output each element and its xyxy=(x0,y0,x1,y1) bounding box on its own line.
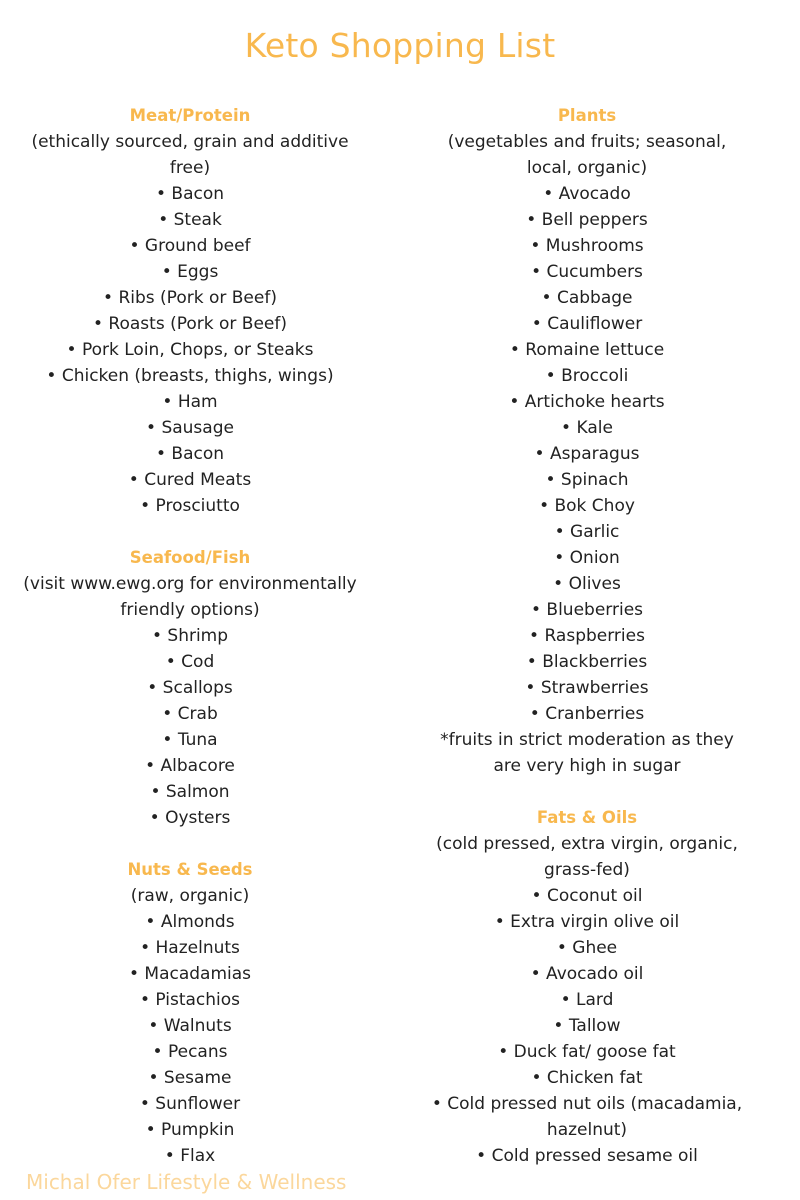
list-item: • Sesame xyxy=(148,1068,232,1088)
list-item: • Scallops xyxy=(147,678,233,698)
section-nuts-seeds xyxy=(16,857,364,1169)
list-item: • Extra virgin olive oil xyxy=(494,912,680,932)
section-heading: Meat/Protein xyxy=(129,106,251,125)
list-item: • Pumpkin xyxy=(145,1120,235,1140)
list-item: • Cranberries xyxy=(529,704,645,724)
list-item: • Bell peppers xyxy=(526,210,648,230)
list-item: • Salmon xyxy=(150,782,230,802)
list-item: • Chicken (breasts, thighs, wings) xyxy=(46,366,334,386)
section-heading: Fats & Oils xyxy=(536,808,638,827)
right-column xyxy=(424,103,750,1169)
list-item: • Bok Choy xyxy=(539,496,635,516)
list-item: • Shrimp xyxy=(151,626,229,646)
list-item: • Coconut oil xyxy=(531,886,643,906)
list-item: • Asparagus xyxy=(534,444,640,464)
list-item: • Steak xyxy=(158,210,222,230)
list-item: • Tuna xyxy=(162,730,218,750)
list-item: • Walnuts xyxy=(148,1016,232,1036)
list-item: • Cold pressed sesame oil xyxy=(476,1146,698,1166)
list-item: • Oysters xyxy=(149,808,231,828)
list-item: • Onion xyxy=(554,548,620,568)
section-seafood-fish xyxy=(16,545,364,831)
section-note: (ethically sourced, grain and additive free) xyxy=(31,132,349,178)
list-item: • Strawberries xyxy=(525,678,649,698)
list-item: • Flax xyxy=(164,1146,216,1166)
footer-brand: Michal Ofer Lifestyle & Wellness xyxy=(26,1170,347,1194)
list-item: • Bacon xyxy=(155,444,225,464)
list-item: • Sausage xyxy=(146,418,234,438)
list-item: • Macadamias xyxy=(128,964,252,984)
left-column xyxy=(16,103,364,1169)
list-item: • Olives xyxy=(553,574,621,594)
list-item: • Artichoke hearts xyxy=(509,392,665,412)
list-item: • Avocado oil xyxy=(530,964,644,984)
list-item: • Hazelnuts xyxy=(140,938,240,958)
list-item: • Ribs (Pork or Beef) xyxy=(103,288,277,308)
list-item: • Cured Meats xyxy=(128,470,252,490)
list-item: • Tallow xyxy=(553,1016,621,1036)
section-heading: Seafood/Fish xyxy=(129,548,251,567)
list-item: • Sunflower xyxy=(139,1094,241,1114)
list-item: • Cauliflower xyxy=(531,314,643,334)
list-item: • Blueberries xyxy=(530,600,644,620)
list-item: • Bacon xyxy=(155,184,225,204)
list-item: • Ground beef xyxy=(129,236,251,256)
list-item: • Roasts (Pork or Beef) xyxy=(93,314,287,334)
list-item: • Romaine lettuce xyxy=(509,340,665,360)
list-item: • Pork Loin, Chops, or Steaks xyxy=(66,340,314,360)
list-item: • Broccoli xyxy=(545,366,629,386)
page-title: Keto Shopping List xyxy=(244,26,556,65)
section-plants xyxy=(424,103,750,779)
list-item: • Ghee xyxy=(556,938,618,958)
section-note: (vegetables and fruits; seasonal, local, organic) xyxy=(447,132,727,178)
list-item: • Spinach xyxy=(545,470,629,490)
list-item: • Pecans xyxy=(152,1042,228,1062)
list-item: • Raspberries xyxy=(529,626,645,646)
section-heading: Plants xyxy=(557,106,617,125)
section-meat-protein xyxy=(16,103,364,519)
section-note: (cold pressed, extra virgin, organic, grass-fed) xyxy=(436,834,738,880)
list-item: • Crab xyxy=(162,704,218,724)
list-item: • Cabbage xyxy=(541,288,633,308)
list-item: • Almonds xyxy=(145,912,235,932)
list-item: • Ham xyxy=(162,392,218,412)
list-item: • Lard xyxy=(560,990,614,1010)
list-item: • Cold pressed nut oils (macadamia, hazelnut) xyxy=(431,1094,743,1140)
list-item: • Mushrooms xyxy=(530,236,644,256)
list-item: • Blackberries xyxy=(526,652,648,672)
list-item: • Eggs xyxy=(161,262,219,282)
section-note: (raw, organic) xyxy=(130,886,250,906)
list-item: • Pistachios xyxy=(139,990,241,1010)
section-note: (visit www.ewg.org for environmentally friendly options) xyxy=(23,574,357,620)
list-item: • Chicken fat xyxy=(531,1068,643,1088)
list-item: • Garlic xyxy=(554,522,620,542)
list-item: • Prosciutto xyxy=(140,496,240,516)
list-item: • Cod xyxy=(165,652,215,672)
list-item: • Duck fat/ goose fat xyxy=(498,1042,676,1062)
section-footnote: *fruits in strict moderation as they are very high in sugar xyxy=(440,730,734,776)
section-heading: Nuts & Seeds xyxy=(127,860,253,879)
list-item: • Albacore xyxy=(145,756,235,776)
list-item: • Kale xyxy=(561,418,613,438)
list-item: • Avocado xyxy=(543,184,631,204)
section-fats-oils xyxy=(424,805,750,1169)
list-item: • Cucumbers xyxy=(531,262,643,282)
